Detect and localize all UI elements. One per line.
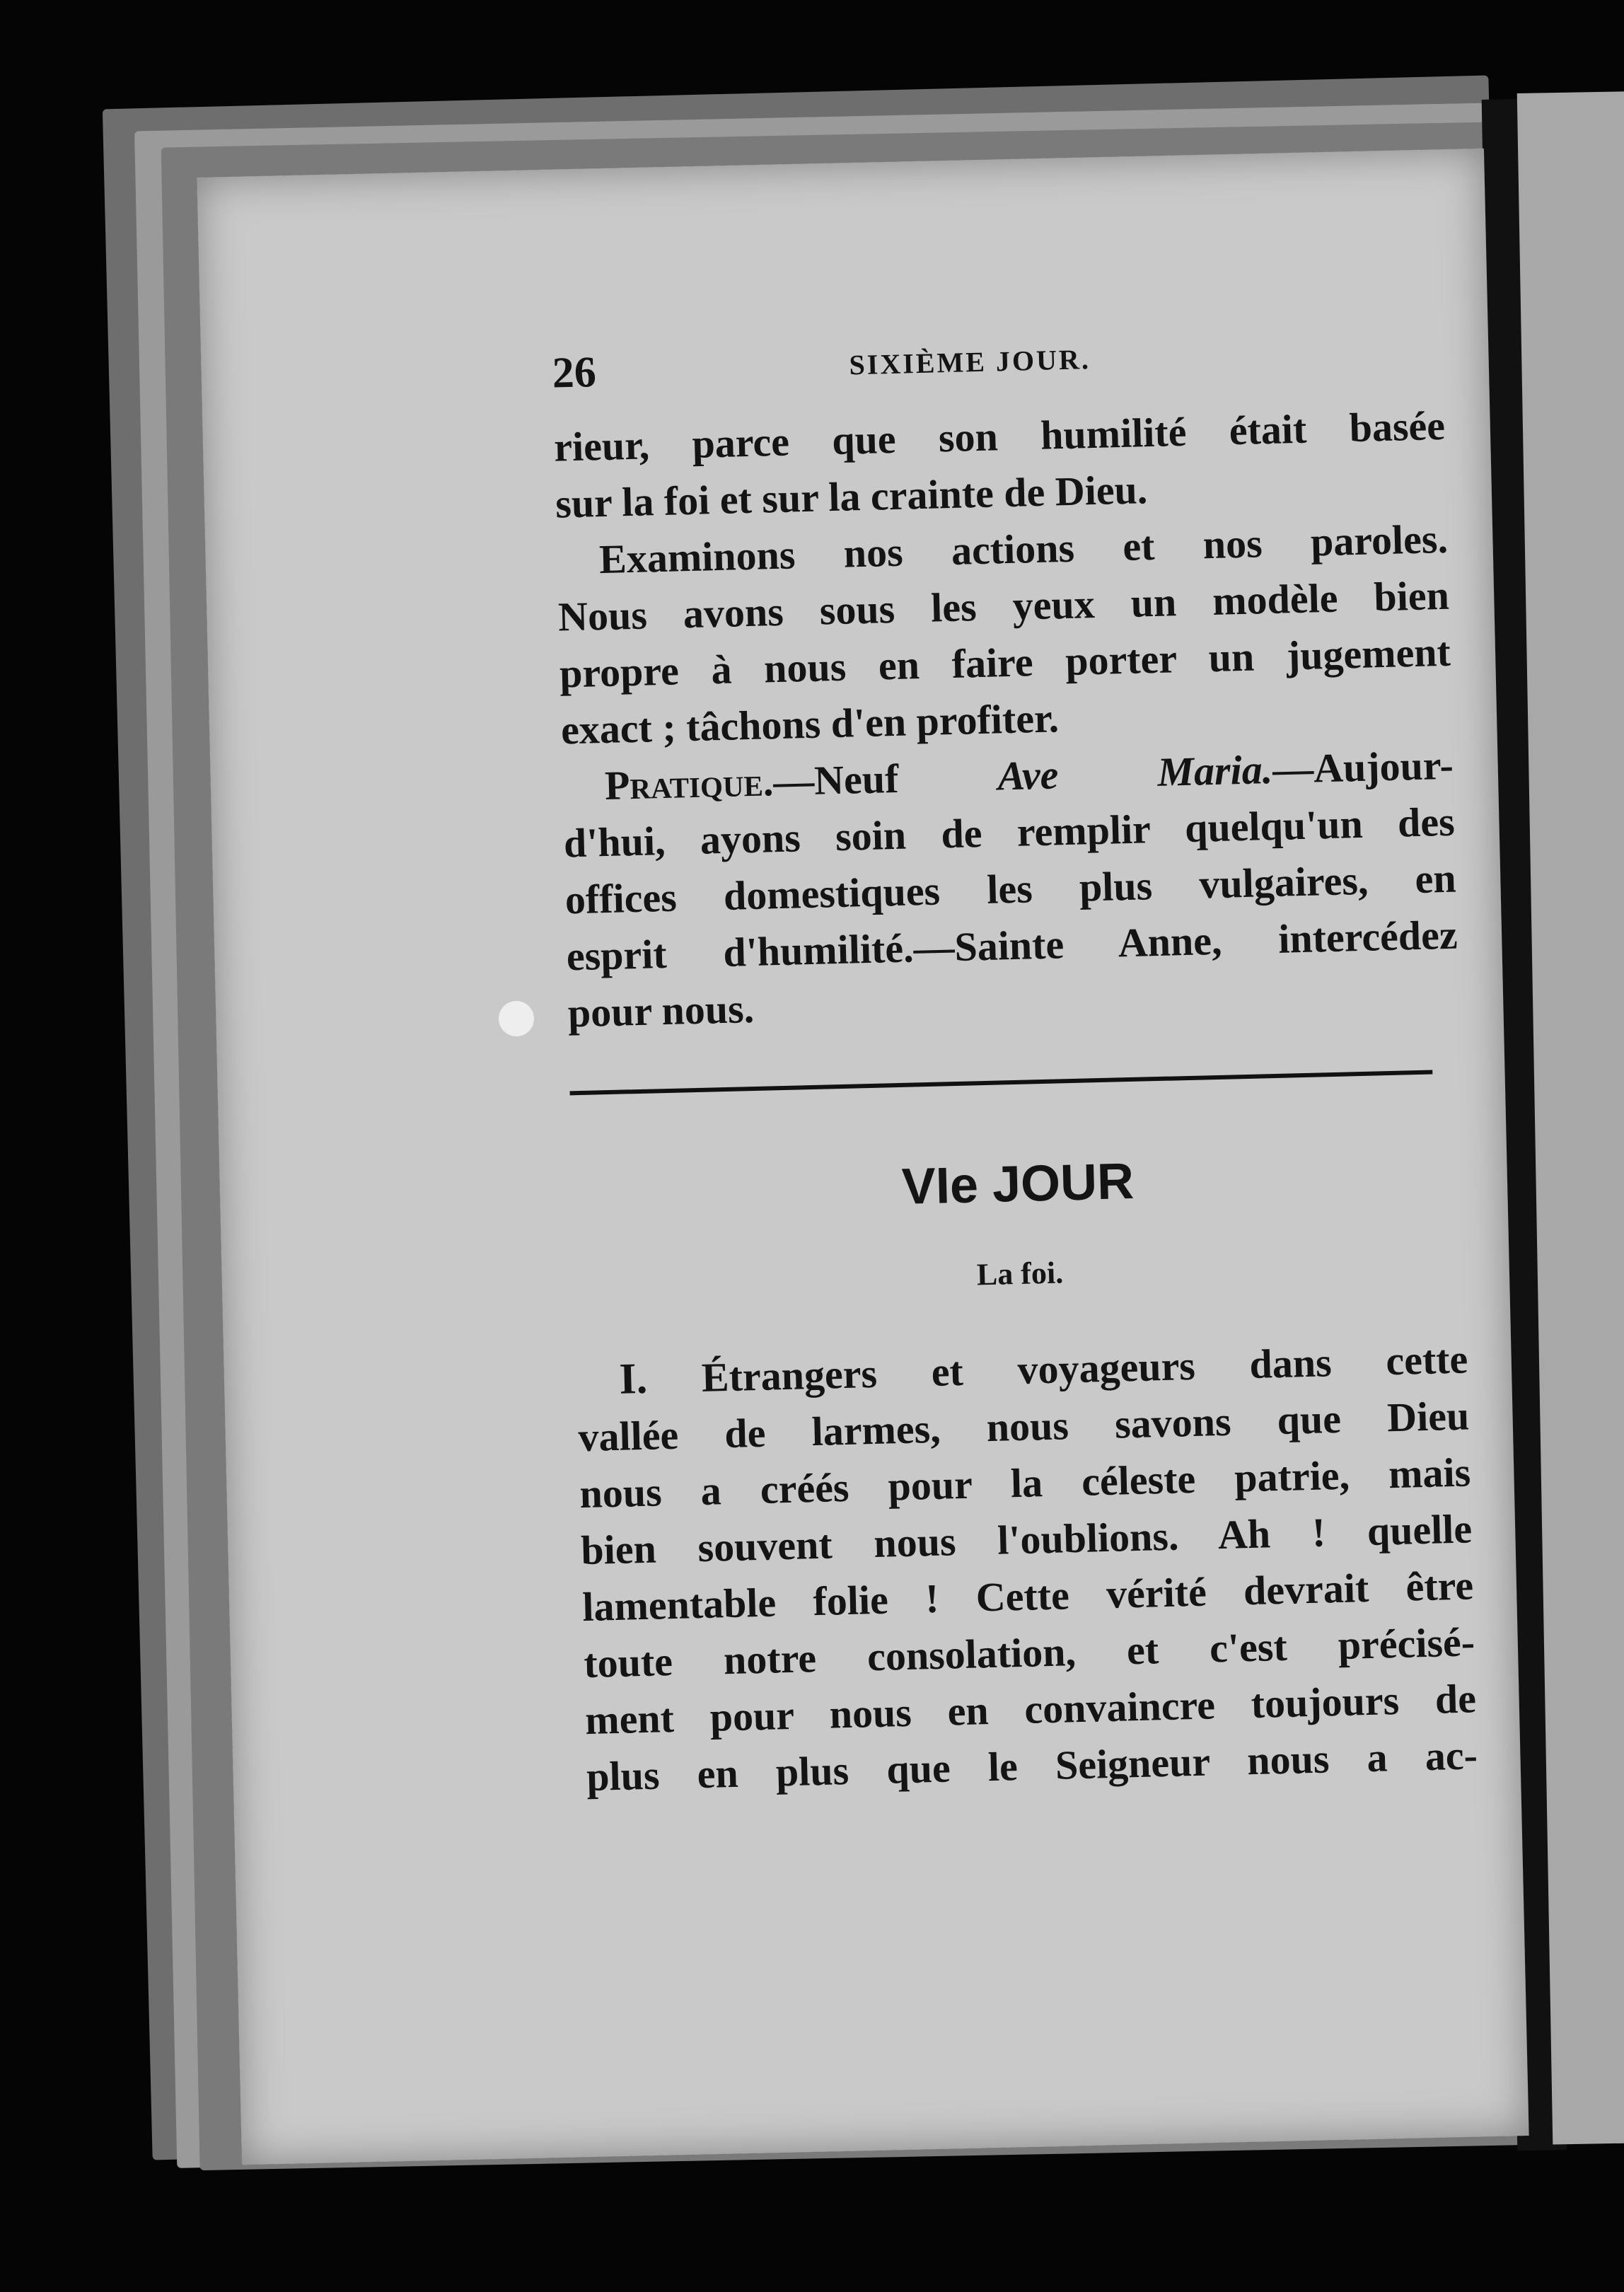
page-number: 26	[551, 348, 597, 398]
section-subtitle: La foi.	[976, 1255, 1064, 1292]
text-line: vallée de larmes, nous savons que Dieu	[577, 1392, 1470, 1461]
ave-maria: Ave Maria.	[997, 746, 1273, 799]
text-line: d'hui, ayons soin de remplir quelqu'un des	[563, 798, 1456, 867]
text-line: rieur, parce que son humilité était basée	[553, 402, 1446, 470]
body-paragraph	[364, 1330, 1478, 1810]
text-line: plus en plus que le Seigneur nous a ac-	[586, 1732, 1478, 1800]
text-line: toute notre consolation, et c'est précisé-	[583, 1619, 1475, 1687]
text-line: Nous avons sous les yeux un modèle bien	[557, 572, 1450, 640]
text-line: esprit d'humilité.—Sainte Anne, intercédez	[566, 911, 1458, 980]
pratique-rest: —Aujour-	[1272, 741, 1454, 792]
page-content	[340, 327, 1478, 1810]
pratique-dash: —Neuf	[772, 753, 999, 805]
section-title: VIe JOUR	[900, 1152, 1135, 1215]
text-line: offices domestiques les plus vulgaires, en	[564, 855, 1457, 923]
text-line: propre à nous en faire porter un jugement	[559, 628, 1451, 697]
text-line: Examinons nos actions et nos paroles.	[598, 515, 1449, 583]
text-line: sur la foi et sur la crainte de Dieu.	[555, 466, 1149, 527]
paragraph-numeral: I.	[618, 1354, 648, 1403]
text-line: pour nous.	[567, 985, 755, 1036]
text-line: exact ; tâchons d'en profiter.	[560, 695, 1060, 753]
pratique-paragraph	[349, 737, 1459, 1047]
first-line-text: Étrangers et voyageurs dans cette	[646, 1336, 1468, 1402]
examen-paragraph	[344, 511, 1452, 764]
text-line: bien souvent nous l'oublions. Ah ! quelle	[580, 1505, 1473, 1574]
pratique-label: Pratique.	[604, 758, 775, 809]
text-line: ment pour nous en convaincre toujours de	[584, 1675, 1477, 1744]
running-title: SIXIÈME JOUR.	[849, 343, 1091, 381]
section-divider	[570, 1070, 1433, 1096]
text-line: lamentable folie ! Cette vérité devrait être	[581, 1562, 1474, 1631]
text-line: nous a créés pour la céleste patrie, mais	[579, 1449, 1471, 1517]
